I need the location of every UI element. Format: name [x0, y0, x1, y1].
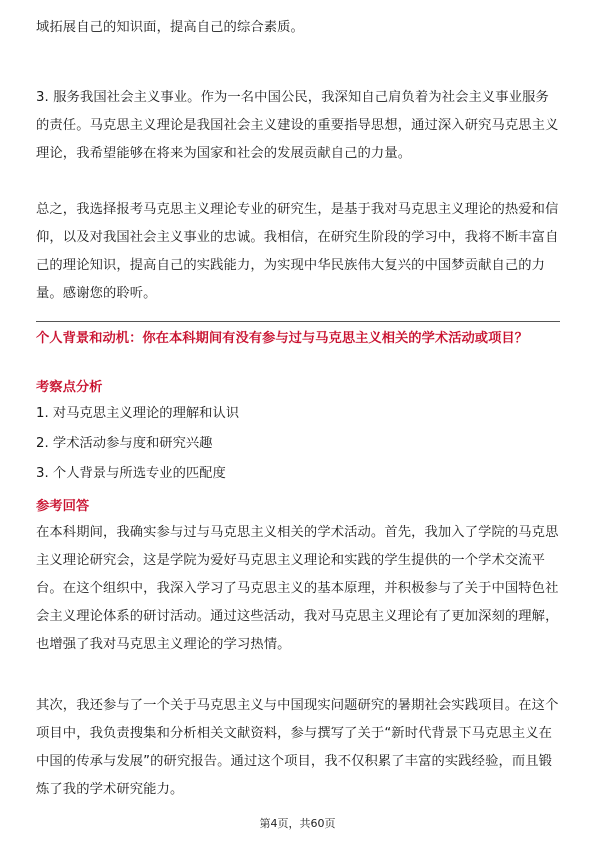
paragraph-conclusion: 总之，我选择报考马克思主义理论专业的研究生，是基于我对马克思主义理论的热爱和信仰，以及对我国社会主义事业的忠诚。我相信，在研究生阶段的学习中，我将不断丰富自己的理论知识，提高自己的实践能力，为实现中华民族伟大复兴的中国梦贡献自己的力量。感谢您的聆听。 — [36, 202, 559, 301]
answer-heading: 参考回答 — [36, 499, 90, 514]
paragraph-continued: 域拓展自己的知识面，提高自己的综合素质。 — [36, 20, 304, 35]
analysis-item: 2. 学术活动参与度和研究兴趣 — [36, 436, 213, 451]
page-footer: 第4页，共60页 — [259, 817, 336, 830]
interview-question: 个人背景和动机：你在本科期间有没有参与过与马克思主义相关的学术活动或项目？ — [36, 331, 528, 346]
analysis-item: 3. 个人背景与所选专业的匹配度 — [36, 466, 226, 481]
analysis-heading: 考察点分析 — [36, 380, 103, 395]
answer-paragraph: 其次，我还参与了一个关于马克思主义与中国现实问题研究的暑期社会实践项目。在这个项目中，我负责搜集和分析相关文献资料，参与撰写了关于“新时代背景下马克思主义在中国的传承与发展”的研究报告。通过这个项目，我不仅积累了丰富的实践经验，而且锻炼了我的学术研究能力。 — [36, 698, 559, 797]
answer-paragraph: 在本科期间，我确实参与过与马克思主义相关的学术活动。首先，我加入了学院的马克思主义理论研究会，这是学院为爱好马克思主义理论和实践的学生提供的一个学术交流平台。在这个组织中，我深入学习了马克思主义的基本原理，并积极参与了关于中国特色社会主义理论体系的研讨活动。通过这些活动，我对马克思主义理论有了更加深刻的理解，也增强了我对马克思主义理论的学习热情。 — [36, 525, 559, 652]
analysis-item: 1. 对马克思主义理论的理解和认识 — [36, 406, 240, 421]
section-divider — [36, 321, 560, 322]
paragraph-point-3: 3. 服务我国社会主义事业。作为一名中国公民，我深知自己肩负着为社会主义事业服务的责任。马克思主义理论是我国社会主义建设的重要指导思想，通过深入研究马克思主义理论，我希望能够在将来为国家和社会的发展贡献自己的力量。 — [36, 90, 559, 161]
